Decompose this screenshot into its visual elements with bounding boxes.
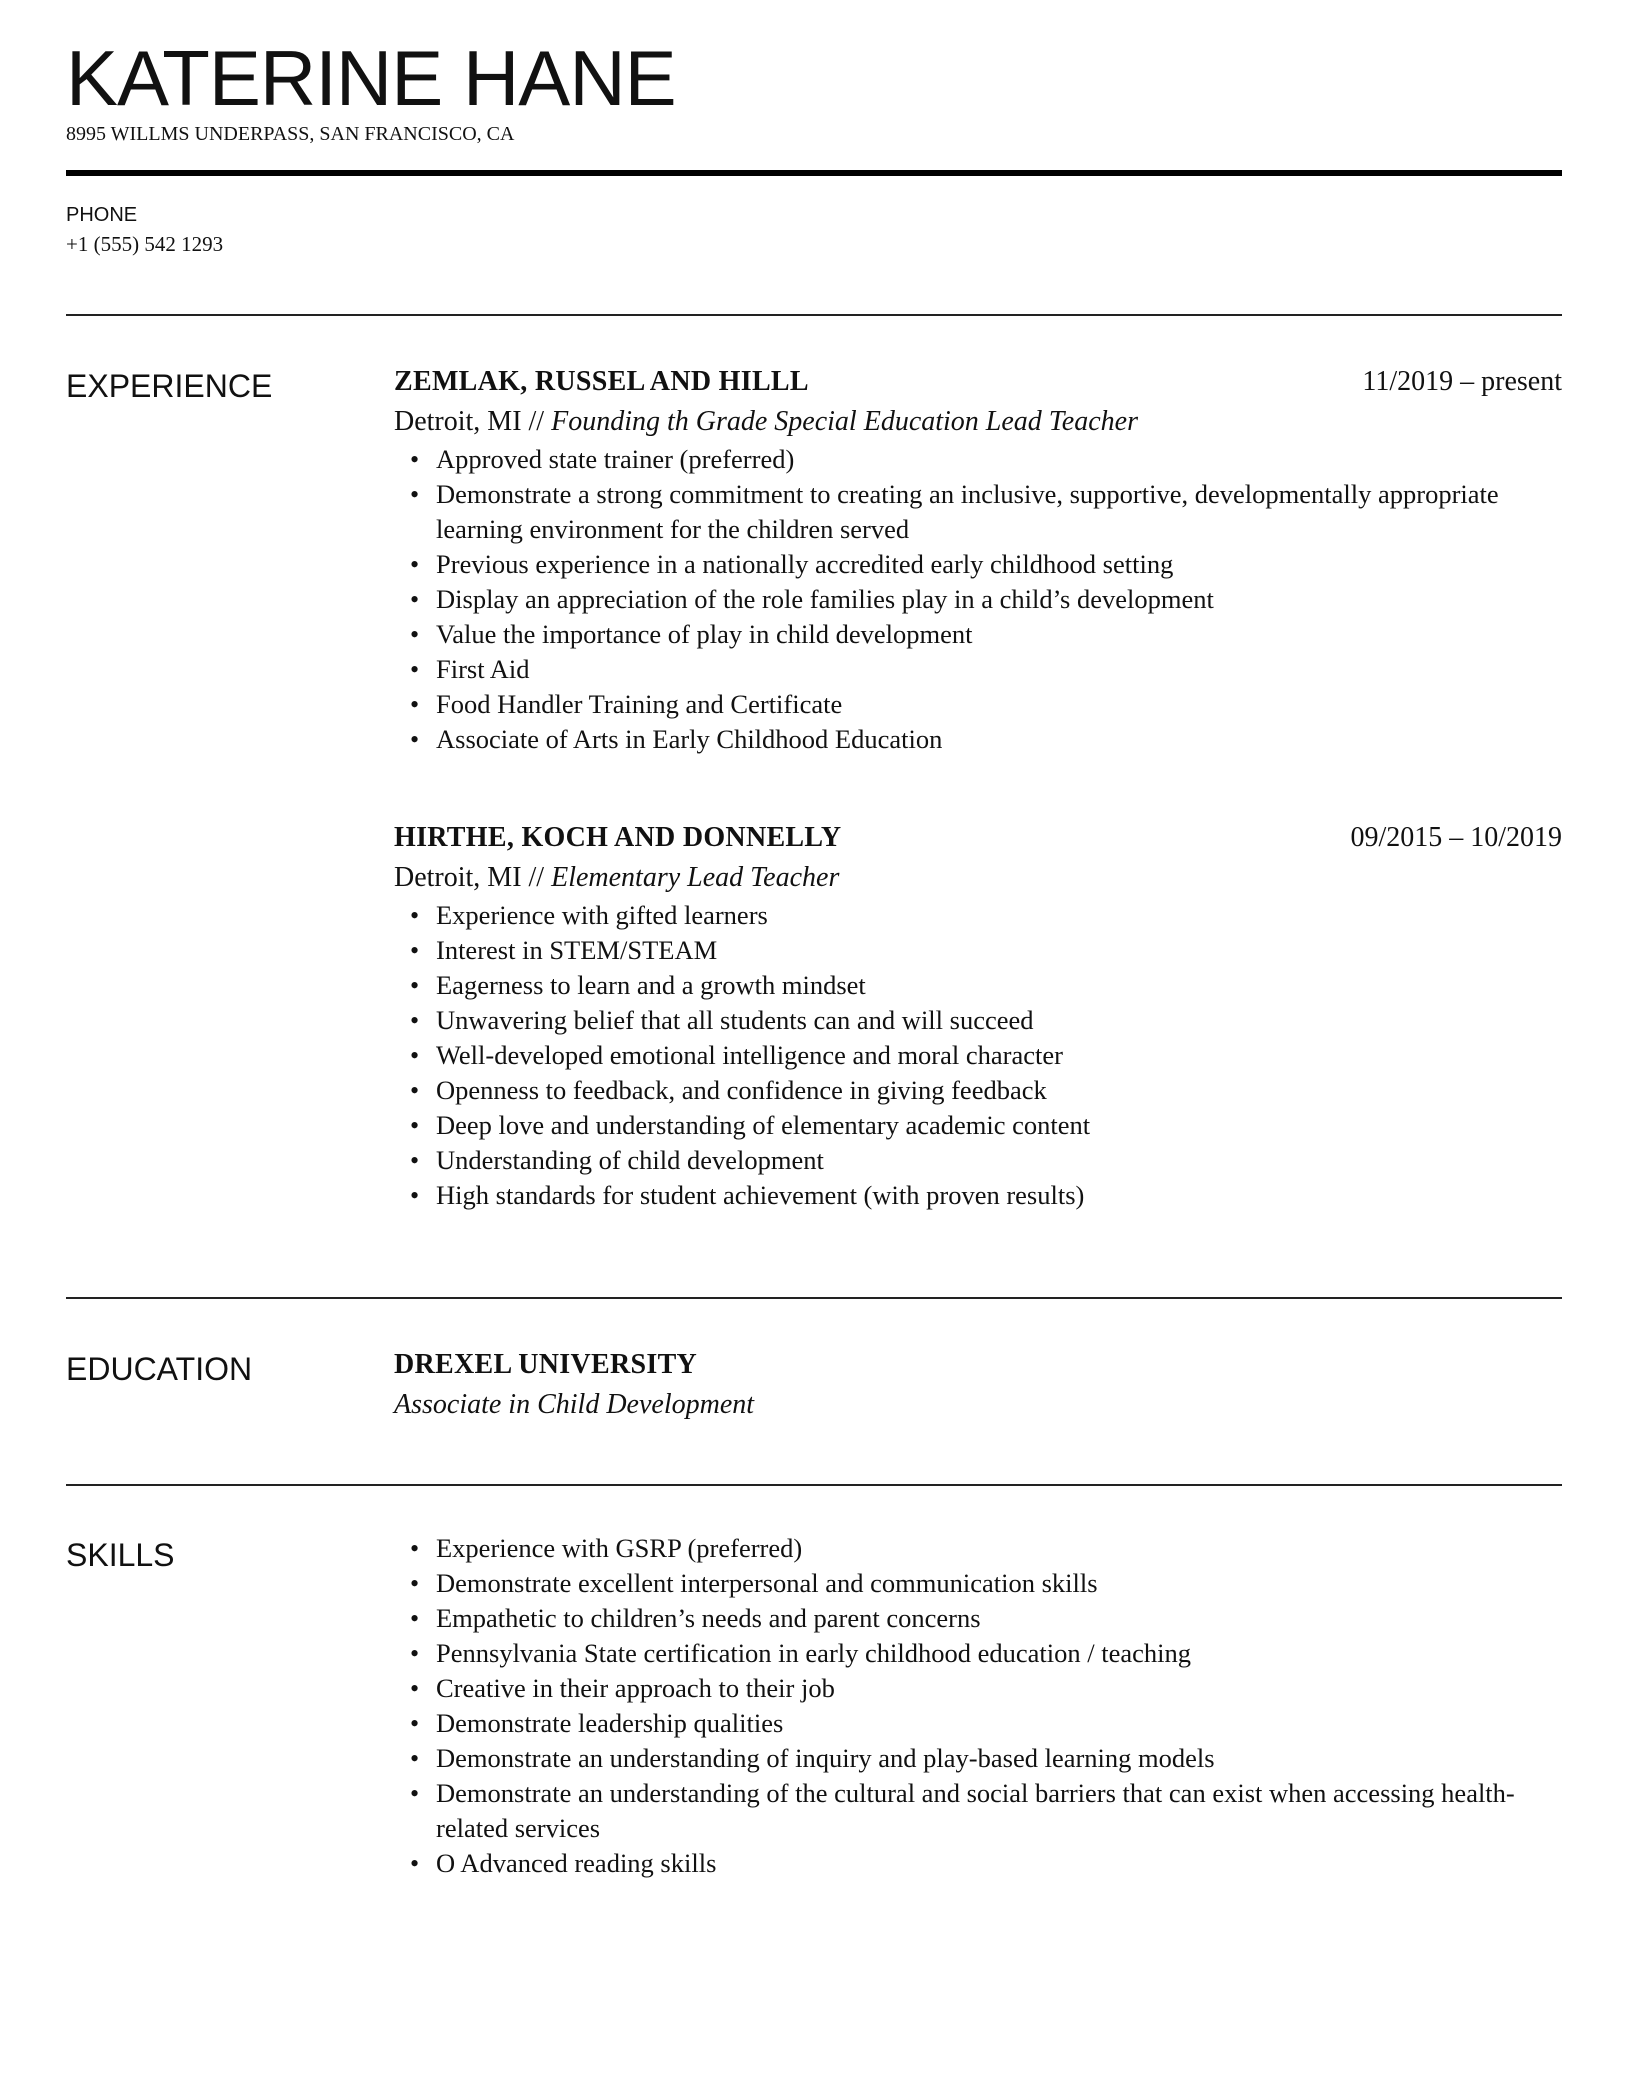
list-item: • Demonstrate an understanding of inquiry and play-based learning models: [394, 1741, 1562, 1776]
experience-heading: EXPERIENCE: [66, 368, 273, 404]
list-item: • Food Handler Training and Certificate: [394, 687, 1562, 722]
list-item: • Approved state trainer (preferred): [394, 442, 1562, 477]
company-name: ZEMLAK, RUSSEL AND HILLL: [394, 366, 809, 397]
list-item: • First Aid: [394, 652, 1562, 687]
job-header: [394, 362, 1562, 402]
phone-number: +1 (555) 542 1293: [66, 232, 224, 256]
list-item: • Eagerness to learn and a growth mindset: [394, 968, 1562, 1003]
section-divider: [66, 1297, 1562, 1299]
list-item: • Experience with gifted learners: [394, 898, 1562, 933]
job-header: [394, 818, 1562, 858]
job-location-role: [394, 858, 1562, 898]
header-divider: [66, 170, 1562, 176]
job-entry: [394, 362, 1562, 757]
list-item: • Demonstrate excellent interpersonal and communication skills: [394, 1566, 1562, 1601]
job-entry: [394, 818, 1562, 1213]
job-bullet-list: [394, 898, 1562, 1213]
list-item: • Empathetic to children’s needs and parent concerns: [394, 1601, 1562, 1636]
degree: Associate in Child Development: [394, 1389, 755, 1420]
list-item: • O Advanced reading skills: [394, 1846, 1562, 1881]
list-item: • Display an appreciation of the role families play in a child’s development: [394, 582, 1562, 617]
list-item: • Unwavering belief that all students can and will succeed: [394, 1003, 1562, 1038]
list-item: • Well-developed emotional intelligence and moral character: [394, 1038, 1562, 1073]
education-section: [394, 1345, 1562, 1425]
candidate-address: 8995 WILLMS UNDERPASS, SAN FRANCISCO, CA: [66, 123, 515, 145]
list-item: • Creative in their approach to their job: [394, 1671, 1562, 1706]
school-name: DREXEL UNIVERSITY: [394, 1349, 698, 1380]
list-item: • Experience with GSRP (preferred): [394, 1531, 1562, 1566]
job-location-role: [394, 402, 1562, 442]
skills-list: [394, 1531, 1562, 1881]
job-location: Detroit, MI: [394, 862, 522, 893]
job-location: Detroit, MI: [394, 406, 522, 437]
section-divider: [66, 1484, 1562, 1486]
location-role-separator: //: [521, 406, 552, 437]
list-item: • Demonstrate an understanding of the cultural and social barriers that can exist when accessing health-related services: [394, 1776, 1562, 1846]
list-item: • Demonstrate a strong commitment to creating an inclusive, supportive, developmentally appropriate learning environment for the children served: [394, 477, 1562, 547]
phone-label: PHONE: [66, 204, 138, 226]
job-role: Founding th Grade Special Education Lead Teacher: [551, 406, 1138, 437]
experience-section: [394, 362, 1562, 1213]
company-name: HIRTHE, KOCH AND DONNELLY: [394, 822, 842, 853]
list-item: • Previous experience in a nationally accredited early childhood setting: [394, 547, 1562, 582]
list-item: • Pennsylvania State certification in early childhood education / teaching: [394, 1636, 1562, 1671]
list-item: • Deep love and understanding of elementary academic content: [394, 1108, 1562, 1143]
list-item: • Interest in STEM/STEAM: [394, 933, 1562, 968]
job-dates: 09/2015 – 10/2019: [1350, 822, 1562, 853]
list-item: • Understanding of child development: [394, 1143, 1562, 1178]
location-role-separator: //: [521, 862, 552, 893]
skills-heading: SKILLS: [66, 1537, 175, 1573]
candidate-name: KATERINE HANE: [66, 34, 676, 122]
section-divider: [66, 314, 1562, 316]
list-item: • Associate of Arts in Early Childhood Education: [394, 722, 1562, 757]
list-item: • Value the importance of play in child development: [394, 617, 1562, 652]
list-item: • Openness to feedback, and confidence in giving feedback: [394, 1073, 1562, 1108]
job-bullet-list: [394, 442, 1562, 757]
education-heading: EDUCATION: [66, 1351, 253, 1387]
list-item: • High standards for student achievement (with proven results): [394, 1178, 1562, 1213]
list-item: • Demonstrate leadership qualities: [394, 1706, 1562, 1741]
skills-section: [394, 1531, 1562, 1881]
job-role: Elementary Lead Teacher: [551, 862, 840, 893]
job-dates: 11/2019 – present: [1362, 366, 1562, 397]
